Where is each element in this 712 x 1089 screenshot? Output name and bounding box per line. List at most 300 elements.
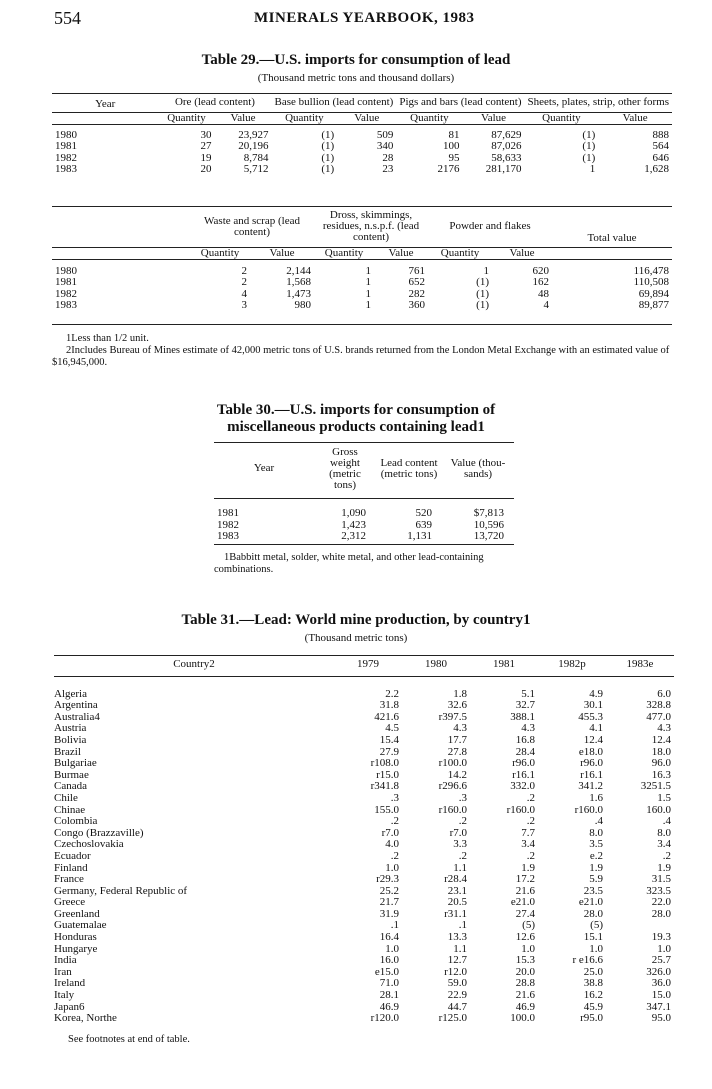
table-cell: (1): [321, 163, 335, 175]
row-label: Algeria: [54, 687, 87, 700]
table-cell: 160.0: [646, 803, 671, 816]
table-cell: 1,131: [407, 530, 432, 542]
table-row: [52, 130, 672, 142]
col-header: 1983e: [626, 658, 654, 670]
table-cell: 1,628: [644, 163, 669, 175]
table-row: [54, 781, 674, 793]
table-cell: 1.6: [589, 791, 603, 804]
table-cell: 520: [415, 507, 432, 519]
table-cell: 4.3: [453, 722, 467, 735]
col-header: Value: [509, 246, 535, 259]
table-cell: (1): [476, 299, 489, 311]
table-row: [54, 978, 674, 990]
row-label: 1980: [55, 264, 77, 277]
group-header: Total value: [587, 232, 637, 244]
table-cell: 28.4: [515, 745, 535, 758]
col-header: Value: [622, 111, 648, 124]
table-cell: 323.5: [646, 884, 671, 897]
table-cell: 282: [408, 287, 425, 300]
table-row: [54, 805, 674, 817]
row-label: 1982: [55, 287, 77, 300]
table-cell: 1: [365, 299, 371, 311]
table29-footnote-1: 1Less than 1/2 unit.: [66, 333, 149, 344]
table-cell: r29.3: [376, 873, 399, 886]
table29-part2: [52, 206, 672, 312]
table-cell: 20.0: [515, 965, 535, 978]
table-cell: .1: [390, 919, 399, 932]
col-header: 1980: [425, 658, 447, 670]
table-cell: 6.0: [657, 687, 671, 700]
col-header: 1979: [357, 658, 379, 670]
row-label: Greenland: [54, 907, 100, 920]
table-row: [54, 828, 674, 840]
row-label: Italy: [54, 989, 75, 1002]
table-cell: 3.3: [453, 838, 467, 851]
table-cell: 477.0: [646, 710, 671, 723]
table29-subtitle: (Thousand metric tons and thousand dollars): [257, 72, 455, 84]
table-cell: 388.1: [510, 710, 535, 723]
table-cell: 4.3: [657, 722, 671, 735]
table-cell: 509: [376, 128, 394, 141]
row-label: India: [54, 954, 77, 967]
table-cell: 2: [241, 264, 247, 277]
table-cell: 1: [365, 276, 371, 288]
table-cell: 16.8: [515, 733, 535, 746]
row-label: 1982: [55, 151, 77, 164]
table-cell: 30: [200, 128, 212, 141]
table-cell: 15.0: [651, 989, 671, 1002]
table-row: [54, 735, 674, 747]
table-cell: r125.0: [438, 1012, 467, 1025]
row-label: Germany, Federal Republic of: [54, 884, 188, 897]
table-cell: r7.0: [449, 826, 467, 839]
table-row: [54, 758, 674, 770]
table-cell: 96.0: [651, 757, 671, 770]
row-label: Bolivia: [54, 733, 87, 746]
table-row: [52, 300, 672, 312]
table-cell: 16.0: [379, 954, 399, 967]
row-label: 1981: [55, 276, 77, 288]
table-cell: 28: [382, 151, 394, 164]
table-row: [52, 164, 672, 176]
table-row: [54, 990, 674, 1002]
table-cell: 4: [543, 299, 549, 311]
col-header: Country2: [173, 658, 215, 670]
group-header: Sheets, plates, strip, other forms: [527, 96, 669, 108]
table-cell: 1,473: [286, 287, 311, 300]
page-header: [54, 8, 672, 30]
table-cell: 1.9: [589, 861, 603, 874]
table-cell: 19: [200, 151, 212, 164]
table-cell: 2.2: [385, 687, 399, 700]
table-cell: 27.8: [447, 745, 467, 758]
table-cell: 620: [532, 264, 549, 277]
table-cell: 16.4: [379, 931, 399, 944]
table-cell: (1): [582, 151, 596, 164]
table-cell: 3: [241, 299, 247, 311]
table-cell: 27: [200, 140, 212, 152]
table-cell: (1): [582, 128, 596, 141]
table-cell: r95.0: [580, 1012, 603, 1025]
table-cell: 48: [538, 287, 549, 300]
table-cell: 31.8: [379, 699, 399, 712]
row-label: Colombia: [54, 815, 98, 828]
table31-subtitle: (Thousand metric tons): [304, 632, 408, 644]
table-cell: 162: [532, 276, 549, 288]
table-cell: 4.5: [385, 722, 399, 735]
col-header: Quantity: [324, 246, 364, 259]
table-cell: 1,423: [341, 518, 366, 531]
table-cell: 59.0: [447, 977, 467, 990]
table-cell: .3: [458, 791, 467, 804]
table-cell: 421.6: [374, 710, 399, 723]
row-label: Japan6: [54, 1000, 85, 1013]
table-cell: 761: [408, 264, 425, 277]
table-cell: 10,596: [473, 518, 504, 531]
table-cell: 87,026: [491, 140, 522, 152]
table-cell: r31.1: [444, 907, 467, 920]
table-row: [54, 839, 674, 851]
table-cell: $7,813: [473, 507, 504, 519]
col-header: Quantity: [440, 246, 480, 259]
table-cell: 12.4: [583, 733, 603, 746]
table-cell: r120.0: [370, 1012, 399, 1025]
table-cell: 1,090: [341, 507, 366, 519]
table-cell: r15.0: [376, 768, 399, 781]
table-cell: 155.0: [374, 803, 399, 816]
table-cell: 15.1: [583, 931, 603, 944]
table-cell: .2: [390, 815, 399, 828]
table-cell: 32.7: [515, 699, 535, 712]
table-cell: 100: [442, 140, 460, 152]
table-cell: 1.0: [657, 942, 671, 955]
table-row: [54, 863, 674, 875]
table-row: [52, 141, 672, 153]
group-header: Ore (lead content): [174, 96, 255, 108]
table-cell: 5.9: [589, 873, 603, 886]
table31: [54, 659, 674, 1025]
table-cell: 17.7: [447, 733, 467, 746]
col-header: 1982p: [558, 658, 586, 670]
table-cell: 95: [448, 151, 460, 164]
table-cell: r96.0: [580, 757, 603, 770]
col-header: Quantity: [167, 111, 206, 124]
table30-footnote: 1Babbitt metal, solder, white metal, and other lead-containing combinations.: [214, 552, 484, 575]
table-row: [214, 531, 514, 543]
table-row: [54, 967, 674, 979]
table-cell: 4.9: [589, 687, 603, 700]
table-cell: 100.0: [510, 1012, 535, 1025]
table-cell: 16.2: [583, 989, 603, 1002]
table-cell: 20: [200, 163, 212, 175]
table-cell: 4.0: [385, 838, 399, 851]
row-label: Greece: [54, 896, 86, 909]
table-cell: 22.0: [651, 896, 671, 909]
table-cell: .4: [594, 815, 603, 828]
table-cell: 23: [382, 163, 394, 175]
table-cell: 28.8: [515, 977, 535, 990]
table-cell: 3.4: [521, 838, 535, 851]
table-row: [52, 277, 672, 289]
table-cell: 69,894: [638, 287, 669, 300]
table-cell: (1): [321, 151, 335, 164]
table-cell: 652: [408, 276, 425, 288]
table-cell: 45.9: [583, 1000, 603, 1013]
table-cell: 328.8: [646, 699, 671, 712]
table-cell: 2: [241, 276, 247, 288]
table-cell: 4: [241, 287, 247, 300]
table-cell: 340: [376, 140, 394, 152]
table-cell: 21.6: [515, 989, 535, 1002]
table-cell: .1: [458, 919, 467, 932]
table-cell: 23,927: [238, 128, 269, 141]
table-cell: 1: [483, 264, 489, 277]
table-cell: 44.7: [447, 1000, 467, 1013]
table-cell: (5): [522, 919, 535, 932]
table-cell: r7.0: [381, 826, 399, 839]
col-header: Quantity: [200, 246, 240, 259]
table-row: [54, 712, 674, 724]
table-cell: r160.0: [574, 803, 603, 816]
table-cell: 20.5: [447, 896, 467, 909]
table-cell: 2176: [437, 163, 460, 175]
table-cell: 12.7: [447, 954, 467, 967]
row-label: 1981: [217, 507, 239, 519]
col-header: Value: [269, 246, 295, 259]
table-cell: 8.0: [657, 826, 671, 839]
col-header: Value: [480, 111, 507, 124]
table-cell: .2: [390, 849, 399, 862]
table-cell: 4.1: [589, 722, 603, 735]
table-cell: 1.9: [657, 861, 671, 874]
table-cell: 23.1: [447, 884, 467, 897]
group-header: Base bullion (lead content): [274, 96, 394, 108]
table-cell: 15.3: [515, 954, 535, 967]
table-cell: 58,633: [491, 151, 522, 164]
table-cell: .2: [526, 791, 535, 804]
col-header: Quantity: [285, 111, 324, 124]
row-label: Chile: [54, 791, 78, 804]
table-cell: .2: [662, 849, 671, 862]
table-cell: 5.1: [521, 687, 535, 700]
table-cell: 4.3: [521, 722, 535, 735]
table-cell: r108.0: [370, 757, 399, 770]
table-cell: 31.9: [379, 907, 399, 920]
table-cell: 12.4: [651, 733, 671, 746]
table-row: [52, 153, 672, 165]
table-cell: 1.5: [657, 791, 671, 804]
table-cell: 5,712: [243, 163, 269, 175]
table-cell: 3.5: [589, 838, 603, 851]
table-cell: (1): [321, 140, 335, 152]
table-row: [54, 793, 674, 805]
table-row: [54, 851, 674, 863]
row-label: 1981: [55, 140, 77, 152]
table-cell: 1.9: [521, 861, 535, 874]
row-label: 1982: [217, 518, 239, 531]
table-cell: 31.5: [651, 873, 671, 886]
group-header: Waste and scrap (lead content): [204, 214, 300, 238]
table-cell: 28.0: [583, 907, 603, 920]
table-cell: 36.0: [651, 977, 671, 990]
table-cell: 12.6: [515, 931, 535, 944]
table-row: [214, 508, 514, 520]
row-label: Iran: [54, 965, 72, 978]
table-cell: (1): [582, 140, 596, 152]
row-label: Austria: [54, 722, 87, 735]
table-cell: e.2: [589, 849, 603, 862]
table-cell: .4: [662, 815, 671, 828]
row-label: Brazil: [54, 745, 81, 758]
row-label: Bulgariae: [54, 757, 97, 770]
table-cell: 25.2: [379, 884, 399, 897]
year-header: Year: [95, 97, 116, 110]
table-cell: 281,170: [485, 163, 522, 175]
table-cell: 347.1: [646, 1000, 671, 1013]
col-header: Value: [388, 246, 414, 259]
row-label: 1983: [217, 530, 239, 542]
table-cell: 8,784: [243, 151, 269, 164]
table-cell: 13,720: [473, 530, 504, 542]
table-cell: 27.9: [379, 745, 399, 758]
table-cell: r28.4: [444, 873, 467, 886]
table-row: [54, 816, 674, 828]
table-cell: 1: [365, 287, 371, 300]
table30-title-line1: Table 30.—U.S. imports for consumption of: [216, 402, 496, 418]
table-cell: r96.0: [512, 757, 535, 770]
table-cell: 46.9: [379, 1000, 399, 1013]
table-cell: 1.1: [453, 942, 467, 955]
table-cell: 81: [448, 128, 460, 141]
table-cell: e21.0: [510, 896, 535, 909]
row-label: Finland: [54, 861, 88, 874]
table-cell: (1): [476, 287, 489, 300]
table-cell: .3: [390, 791, 399, 804]
col-header: Value: [230, 111, 256, 124]
table-cell: 21.7: [379, 896, 399, 909]
table-cell: 2,144: [286, 264, 311, 277]
table-cell: 1.1: [453, 861, 467, 874]
table-cell: 89,877: [638, 299, 669, 311]
col-header: Quantity: [542, 111, 581, 124]
table-cell: 639: [415, 518, 432, 531]
table-cell: 1,568: [286, 276, 311, 288]
table-row: [54, 723, 674, 735]
table-cell: 1.0: [385, 942, 399, 955]
table-cell: 116,478: [633, 264, 669, 277]
row-label: Burmae: [54, 768, 89, 781]
table-cell: 110,508: [633, 276, 669, 288]
row-label: Guatemalae: [54, 919, 107, 932]
row-label: Ecuador: [54, 849, 91, 862]
table29-part1: [52, 97, 672, 176]
table-cell: 455.3: [578, 710, 603, 723]
table30-title-line2: miscellaneous products containing lead1: [227, 419, 485, 435]
table-cell: .2: [458, 815, 467, 828]
table-cell: 1: [589, 163, 596, 175]
table-cell: 888: [652, 128, 669, 141]
table-row: [54, 1013, 674, 1025]
table-cell: 19.3: [651, 931, 671, 944]
table-cell: 17.2: [515, 873, 535, 886]
table-cell: r100.0: [438, 757, 467, 770]
table-cell: 28.0: [651, 907, 671, 920]
table-cell: 13.3: [447, 931, 467, 944]
table-cell: 21.6: [515, 884, 535, 897]
row-label: Argentina: [54, 699, 98, 712]
row-label: France: [54, 873, 84, 886]
row-label: Australia4: [54, 710, 100, 723]
table-cell: 87,629: [491, 128, 522, 141]
book-title: MINERALS YEARBOOK, 1983: [254, 10, 475, 26]
row-label: 1980: [55, 128, 77, 141]
table-cell: 32.6: [447, 699, 467, 712]
row-label: Canada: [54, 780, 87, 793]
table-cell: 25.0: [583, 965, 603, 978]
table-row: [54, 897, 674, 909]
table-cell: r16.1: [512, 768, 535, 781]
table-cell: e15.0: [374, 965, 399, 978]
table-cell: 71.0: [379, 977, 399, 990]
row-label: Korea, Northe: [54, 1012, 117, 1025]
col-header: Value: [354, 111, 380, 124]
table-cell: (5): [590, 919, 603, 932]
table-row: [52, 289, 672, 301]
table-cell: .2: [458, 849, 467, 862]
row-label: 1983: [55, 163, 77, 175]
table-cell: 326.0: [646, 965, 671, 978]
table-cell: r341.8: [370, 780, 399, 793]
table-cell: 14.2: [447, 768, 467, 781]
row-label: Hungarye: [54, 942, 98, 955]
group-header: Powder and flakes: [449, 220, 531, 232]
table-cell: 7.7: [521, 826, 535, 839]
table-cell: 28.1: [379, 989, 399, 1002]
table-cell: r12.0: [444, 965, 467, 978]
table-row: [54, 689, 674, 701]
row-label: 1983: [55, 299, 77, 311]
table-cell: (1): [321, 128, 335, 141]
table-cell: 3251.5: [640, 780, 671, 793]
row-label: Ireland: [54, 977, 86, 990]
table-cell: .2: [526, 815, 535, 828]
table-cell: 16.3: [651, 768, 671, 781]
table31-title: Table 31.—Lead: World mine production, by country1: [181, 612, 531, 628]
col-header: Quantity: [410, 111, 449, 124]
table-cell: 27.4: [515, 907, 535, 920]
col-header: 1981: [493, 658, 515, 670]
table-cell: 646: [652, 151, 669, 164]
table31-footnote: See footnotes at end of table.: [68, 1034, 190, 1045]
table-cell: 341.2: [578, 780, 603, 793]
table-cell: 564: [652, 140, 669, 152]
table-cell: .2: [526, 849, 535, 862]
table-cell: 22.9: [447, 989, 467, 1002]
table-cell: 8.0: [589, 826, 603, 839]
table29-title: Table 29.—U.S. imports for consumption of lead: [201, 52, 511, 68]
table-cell: 1.8: [453, 687, 467, 700]
table-cell: 18.0: [651, 745, 671, 758]
table-cell: 20,196: [238, 140, 269, 152]
table-cell: 360: [408, 299, 425, 311]
col-header: Lead content (metric tons): [380, 457, 438, 480]
table-cell: 25.7: [651, 954, 671, 967]
table-cell: r160.0: [438, 803, 467, 816]
table-cell: r16.1: [580, 768, 603, 781]
table-row: [52, 266, 672, 278]
table-cell: e21.0: [578, 896, 603, 909]
table-cell: 2,312: [341, 530, 366, 542]
